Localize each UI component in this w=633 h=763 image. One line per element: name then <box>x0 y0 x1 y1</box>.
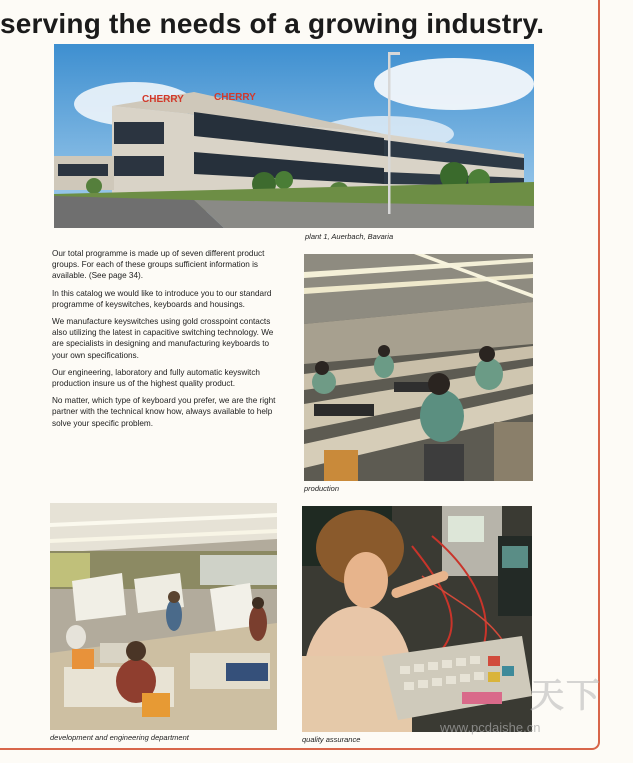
paragraph: We manufacture keyswitches using gold crosspoint contacts also utilizing the latest in capacitive switching technology. We are specialists in designing and manufacturing keyboards to your own specifications. <box>52 317 274 360</box>
engineering-caption: development and engineering department <box>50 733 189 742</box>
body-text <box>52 248 284 435</box>
paragraph: Our total programme is made up of seven different product groups. For each of these groups sufficient information is available. (See page 34). <box>52 249 265 281</box>
paragraph: No matter, which type of keyboard you prefer, we are the right partner with the technical know how, always available to help solve your specific problem. <box>52 396 276 428</box>
engineering-photo <box>50 503 277 730</box>
production-photo <box>304 254 533 481</box>
quality-photo <box>302 506 532 732</box>
paragraph: Our engineering, laboratory and fully automatic keyswitch production insure us of the highest quality product. <box>52 367 260 389</box>
sign-text-right: CHERRY <box>214 92 256 103</box>
production-caption: production <box>304 484 340 493</box>
watermark-url: www.pcdaishe.cn <box>440 720 541 735</box>
paragraph: In this catalog we would like to introduce you to our standard programme of keyswitches, keyboards and housings. <box>52 288 272 309</box>
watermark-logo: 天下 <box>530 677 602 715</box>
factory-photo <box>54 44 534 228</box>
page-headline: serving the needs of a growing industry. <box>0 8 545 39</box>
sign-text-left: CHERRY <box>142 94 184 105</box>
quality-caption: quality assurance <box>302 735 361 744</box>
factory-caption: plant 1, Auerbach, Bavaria <box>305 232 394 241</box>
